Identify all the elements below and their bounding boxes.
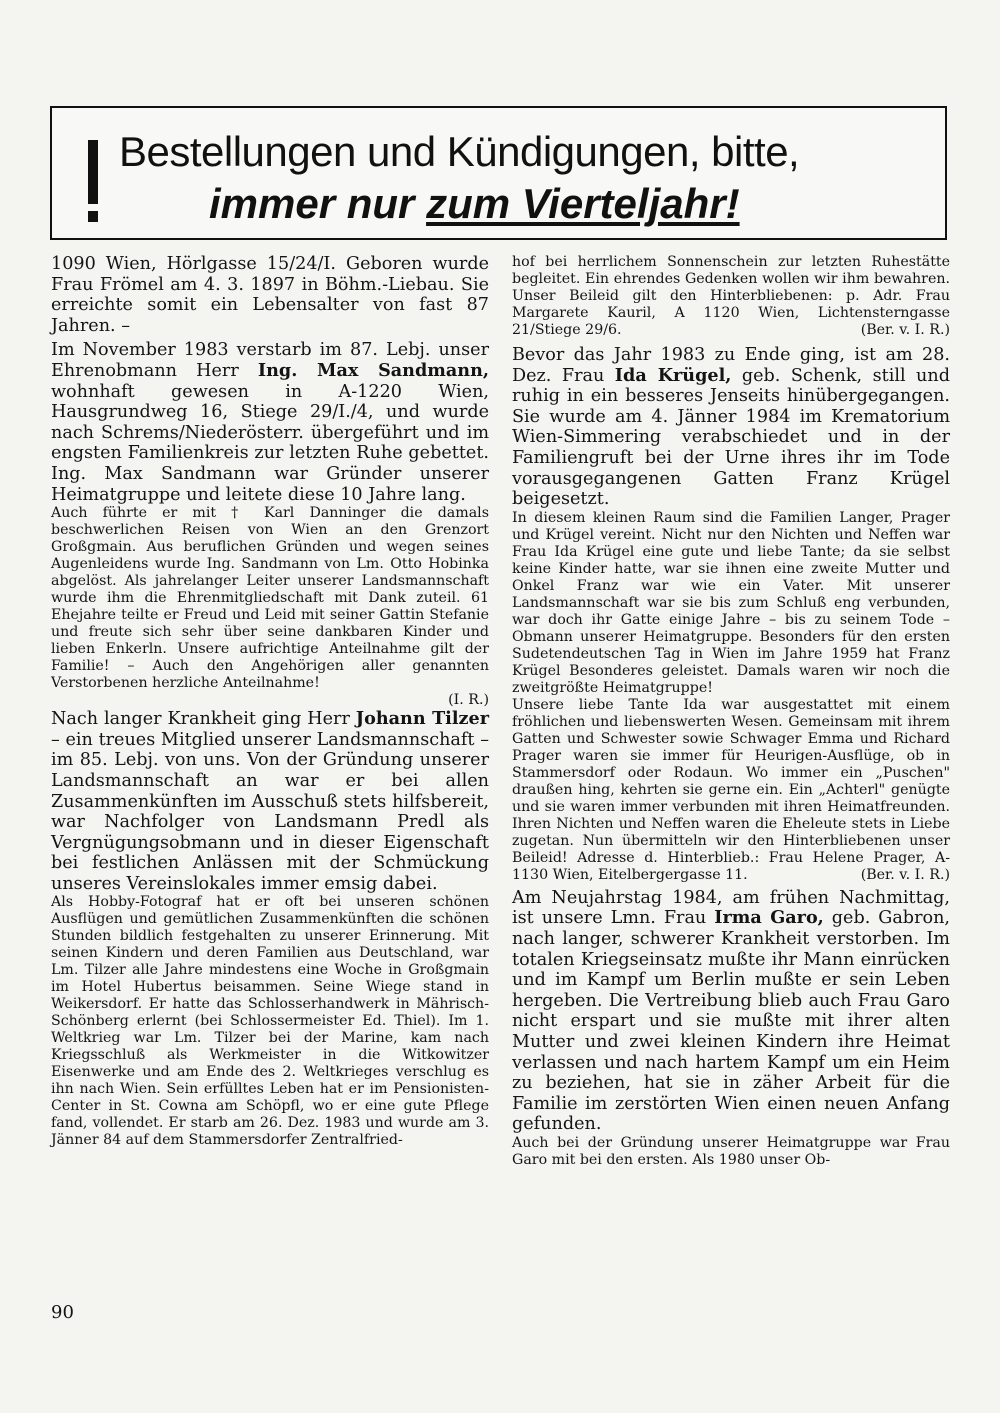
notice-banner — [50, 106, 947, 240]
right-p1-text: hof bei herrlichem Sonnenschein zur letzten Ruhestätte begleitet. Ein ehrendes Gedenken wollen wir ihm bewahren. Unser Beileid gilt den Hinterbliebenen: p. Adr. Frau Margarete Kauril, A 1120 Wien, Lichtensterngasse 21/Stiege 29/6. — [512, 254, 950, 338]
right-signature-2: (Ber. v. I. R.) — [860, 866, 950, 883]
left-p2-text-b: wohnhaft gewesen in A-1220 Wien, Hausgrundweg 16, Stiege 29/I./4, und wurde nach Schrems/Niederösterr. übergeführt und im engsten Familienkreis zur letzten Ruhe gebettet. Ing. Max Sandmann war Gründer unserer Heimatgruppe und leitete diese 10 Jahre lang. — [51, 381, 489, 505]
left-paragraph-1: 1090 Wien, Hörlgasse 15/24/I. Geboren wurde Frau Frömel am 4. 3. 1897 in Böhm.-Liebau. Sie erreichte somit ein Lebensalter von fast 87 Jahren. – — [51, 254, 489, 336]
right-paragraph-1 — [512, 254, 950, 339]
right-p5-name: Irma Garo, — [714, 907, 824, 929]
exclamation-dot — [88, 211, 98, 222]
right-p5-text-a: Am Neujahrstag 1984, am frühen Nachmittag, ist unsere Lmn. Frau — [512, 887, 950, 929]
right-signature-1: (Ber. v. I. R.) — [860, 322, 950, 338]
left-p2-name: Ing. Max Sandmann, — [257, 359, 489, 381]
left-signature-1: (I. R.) — [448, 692, 489, 709]
right-p2-text-b: geb. Schenk, still und ruhig in ein besseres Jenseits hinübergegangen. Sie wurde am 4. Jänner 1984 im Krematorium Wien-Simmering verabschiedet und in der Familiengruft bei der Urne ihres ihr im Tode vorausgegangenen Gatten Franz Krügel beigesetzt. — [512, 365, 950, 510]
left-p4-name: Johann Tilzer — [355, 708, 489, 730]
right-paragraph-4 — [512, 697, 950, 884]
right-paragraph-2 — [512, 345, 950, 510]
right-paragraph-5 — [512, 888, 950, 1135]
left-p2-text-a: Im November 1983 verstarb im 87. Lebj. unser Ehrenobmann Herr — [51, 340, 489, 381]
left-paragraph-3: Auch führte er mit † Karl Danninger die damals beschwerlichen Reisen von Wien an den Grenzort Großgmain. Aus beruflichen Gründen und wegen seines Augenleidens wurde Ing. Sandmann von Lm. Otto Hobinka abgelöst. Als jahrelanger Leiter unserer Landsmannschaft wurde ihm die Ehrenmitgliedschaft mit Dank zuteil. 61 Ehejahre teilte er Freud und Leid mit seiner Gattin Stefanie und freute sich sehr über seine dankbaren Kinder und lieben Enkerln. Unsere aufrichtige Anteilnahme gilt der Familie! – Auch den Angehörigen aller genannten Verstorbenen herzliche Anteilnahme! — [51, 505, 489, 692]
right-p2-name: Ida Krügel, — [614, 364, 732, 386]
exclamation-icon — [88, 140, 98, 204]
right-paragraph-3: In diesem kleinen Raum sind die Familien Langer, Prager und Krügel vereint. Nicht nur den Nichten und Neffen war Frau Ida Krügel eine gute und liebe Tante; da sie selbst keine Kinder hatte, war sie ihnen eine zweite Mutter und Onkel Franz war wie ein Vater. Mit unserer Landsmannschaft war sie bis zum Schluß eng verbunden, war doch ihr Gatte einige Jahre – bis zu seinem Tode – Obmann unserer Heimatgruppe. Besonders für den ersten Sudetendeutschen Tag in Wien im Jahre 1959 hat Franz Krügel Besonderes geleistet. Damals waren wir noch die zweitgrößte Heimatgruppe! — [512, 509, 950, 696]
left-column — [51, 254, 489, 1149]
right-p4-text: Unsere liebe Tante Ida war ausgestattet mit einem fröhlichen und liebenswerten Wesen. Gemeinsam mit ihrem Gatten und Schwester sowie Schwager Emma und Richard Prager waren sie immer für Heurigen-Ausflüge, ob in Stammersdorf oder Rodaun. Wo immer ein „Puschen" draußen hing, kehrten sie gerne ein. Ein „Achterl" genügte und sie waren immer verbunden mit ihren Heimatfreunden. Ihren Nichten und Neffen waren die Eheleute stets in Liebe zugetan. Nun übermitteln wir den Hinterbliebenen unser Beileid! Adresse d. Hinterblieb.: Frau Helene Prager, A-1130 Wien, Eitelbergergasse 11. — [512, 696, 950, 883]
banner-line-2-underlined: zum Vierteljahr! — [426, 180, 740, 227]
banner-line-2 — [209, 180, 740, 228]
page-number: 90 — [51, 1302, 74, 1323]
left-p4-text-a: Nach langer Krankheit ging Herr — [51, 709, 356, 730]
right-p2-text-a: Bevor das Jahr 1983 zu Ende ging, ist am 28. Dez. Frau — [512, 345, 950, 386]
left-p4-text-b: – ein treues Mitglied unserer Landsmannschaft – im 85. Lebj. von uns. Von der Gründung unserer Landsmannschaft an war er bei allen Zusammenkünften im Ausschuß stets hilfsbereit, war Nachfolger von Landsmann Predl als Vergnügungsobmann und in dieser Eigenschaft bei festlichen Anlässen mit der Schmückung unseres Vereinslokales immer emsig dabei. — [51, 729, 489, 894]
left-paragraph-4 — [51, 709, 489, 894]
left-paragraph-5: Als Hobby-Fotograf hat er oft bei unseren schönen Ausflügen und gemütlichen Zusammenkünften die schönen Stunden bildlich festgehalten zu unserer Erinnerung. Mit seinen Kindern und deren Familien aus Deutschland, war Lm. Tilzer alle Jahre mindestens eine Woche in Großgmain im Hotel Hubertus beisammen. Seine Wiege stand in Weikersdorf. Er hatte das Schlosserhandwerk in Mährisch-Schönberg erlernt (bei Schlossermeister Ed. Thiel). Im 1. Weltkrieg war Lm. Tilzer bei der Marine, kam nach Kriegsschluß als Werkmeister in die Witkowitzer Eisenwerke und am Ende des 2. Weltkrieges verschlug es ihn nach Wien. Sein erfülltes Leben hat er im Pensionisten-Center in St. Cowna am Schöpfl, wo er eine gute Pflege fand, vollendet. Er starb am 26. Dez. 1983 und wurde am 3. Jänner 84 auf dem Stammersdorfer Zentralfried- — [51, 894, 489, 1149]
banner-line-2-prefix: immer nur — [209, 180, 427, 227]
banner-line-1: Bestellungen und Kündigungen, bitte, — [119, 128, 800, 175]
left-paragraph-2 — [51, 340, 489, 505]
right-paragraph-6: Auch bei der Gründung unserer Heimatgruppe war Frau Garo mit bei den ersten. Als 1980 unser Ob- — [512, 1134, 950, 1168]
right-p5-text-b: geb. Gabron, nach langer, schwerer Krankheit verstorben. Im totalen Kriegseinsatz mußte ihr Mann einrücken und im Kampf um Berlin mußte er sein Leben hergeben. Die Vertreibung blieb auch Frau Garo nicht erspart und sie mußte mit ihrer alten Mutter und zwei kleinen Kindern ihre Heimat verlassen und nach hartem Kampf um ein Heim zu beziehen, hat sie in zäher Arbeit für die Familie im zerstörten Wien einen neuen Anfang gefunden. — [512, 908, 951, 1135]
right-column — [512, 254, 950, 1169]
